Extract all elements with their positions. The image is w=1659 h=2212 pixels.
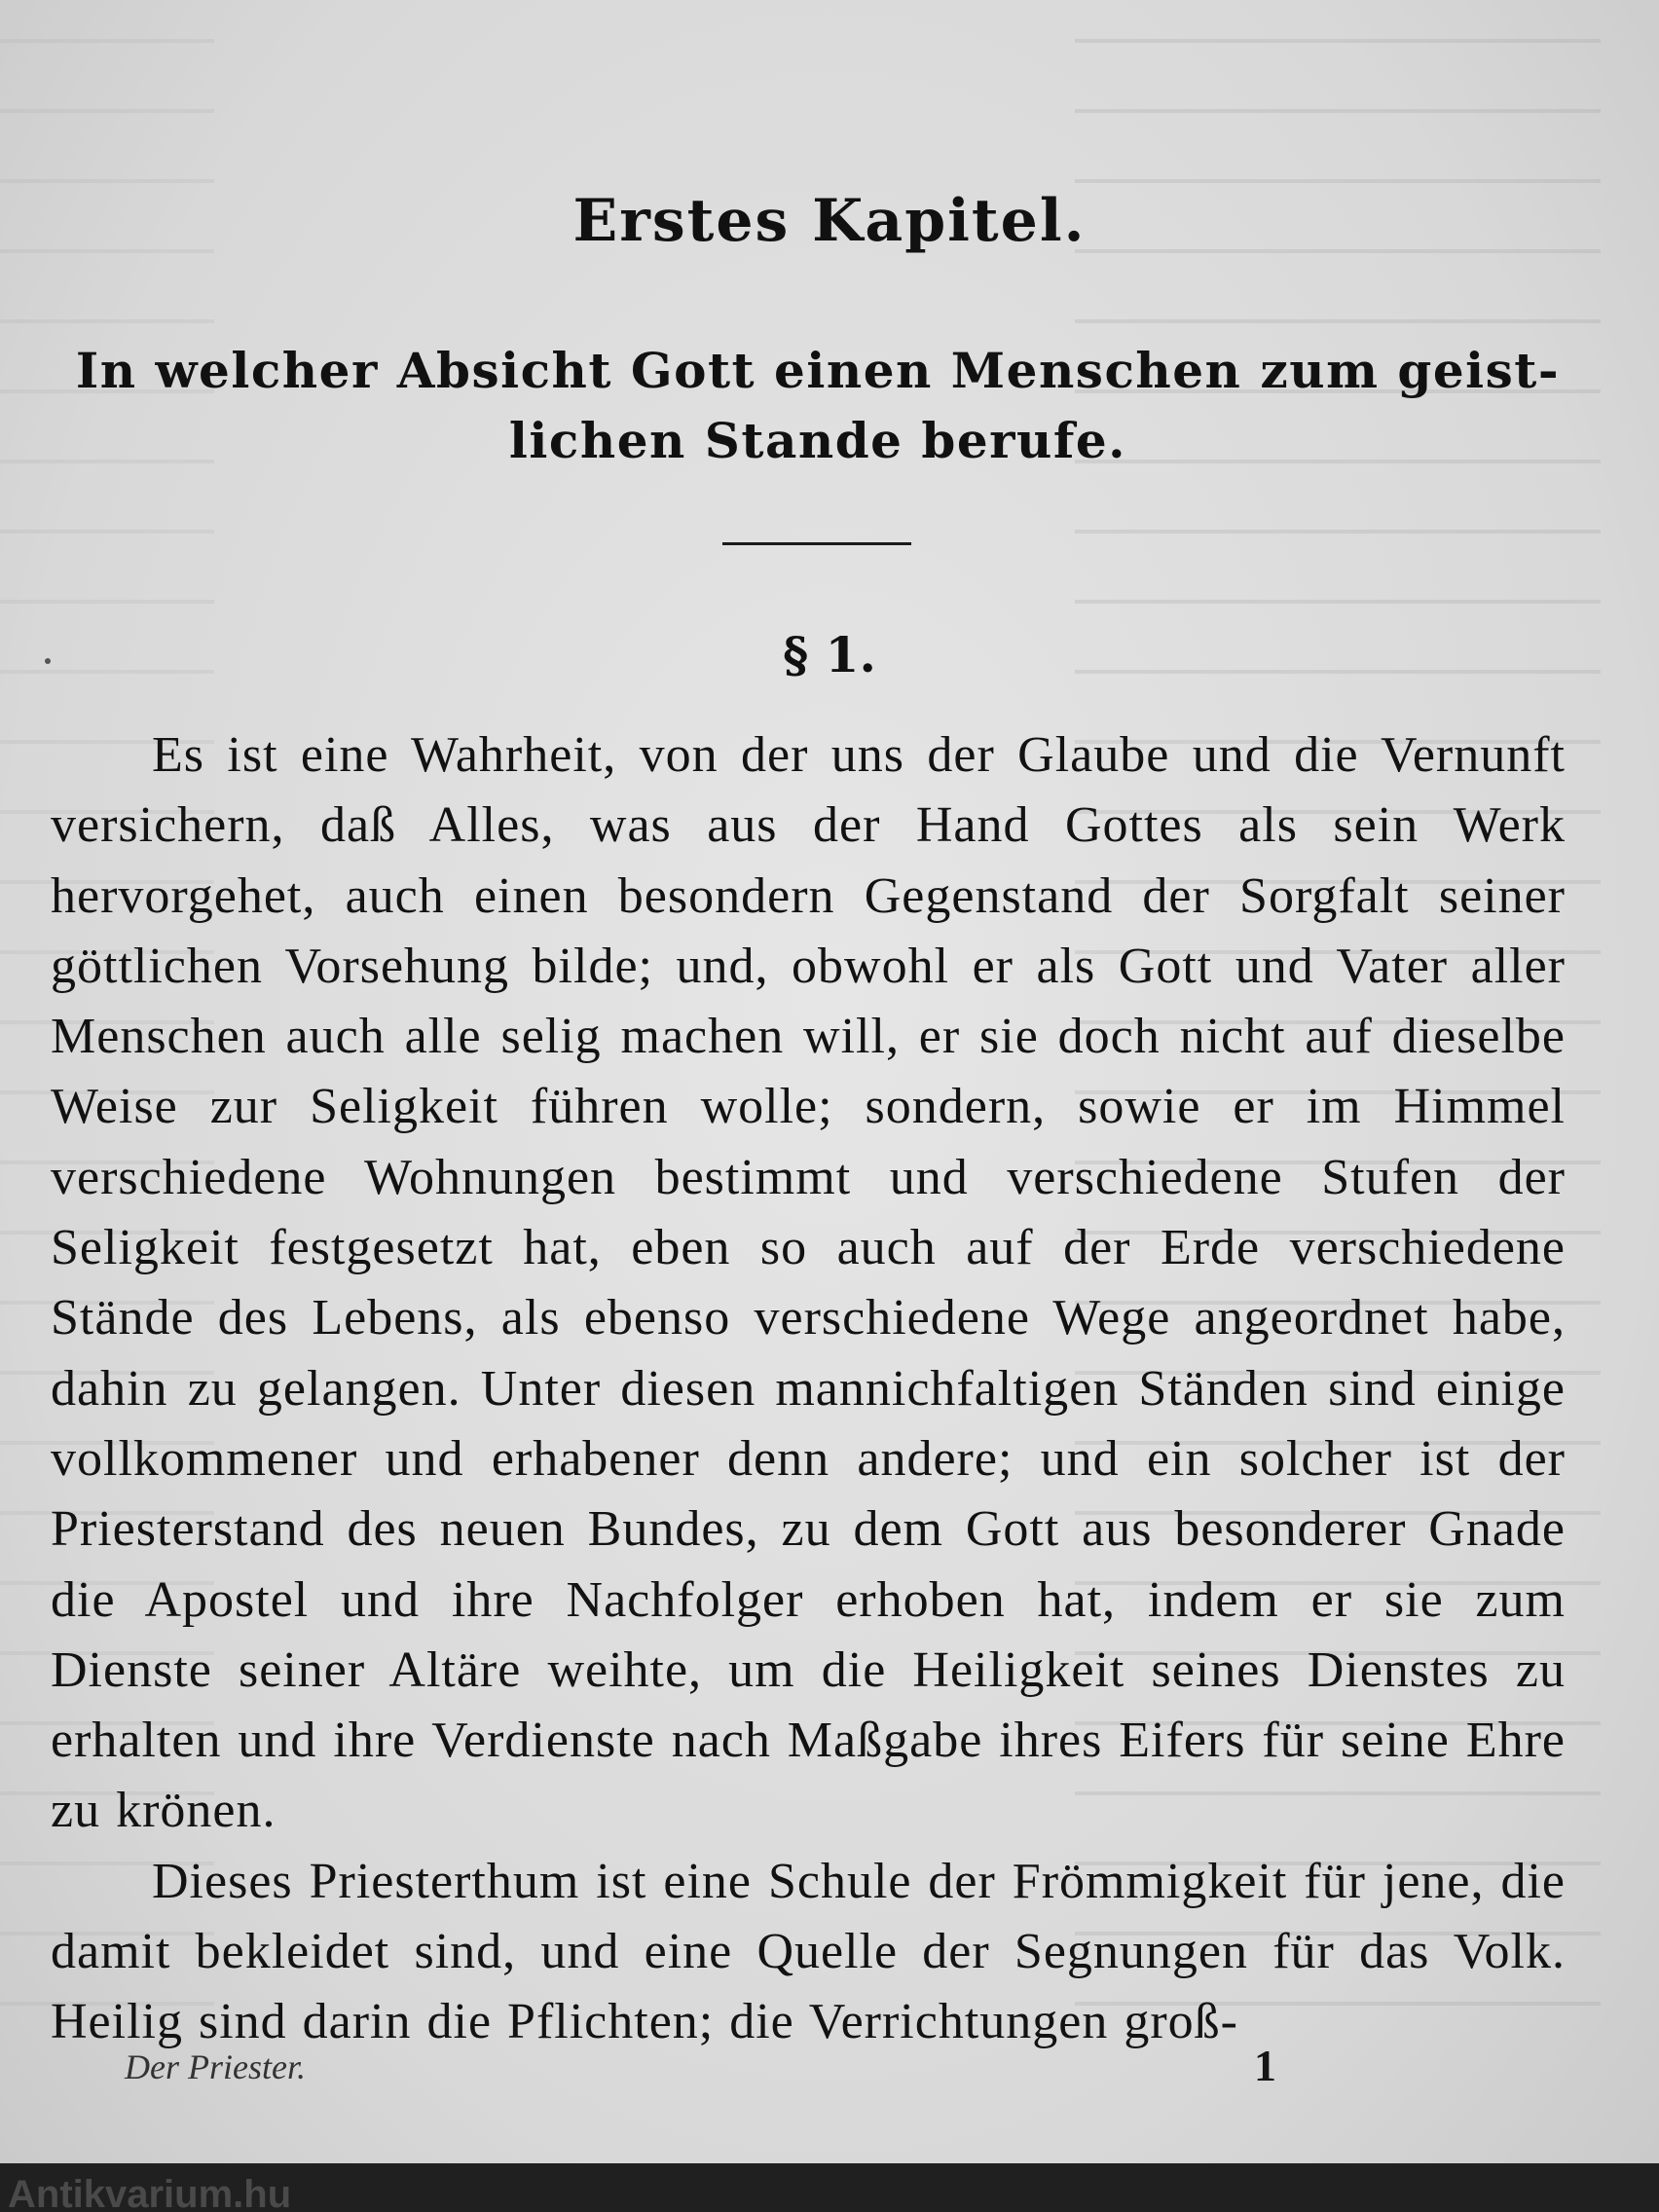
chapter-title: Erstes Kapitel. xyxy=(572,187,1087,255)
paragraph-2: Dieses Priesterthum ist eine Schule der Frömmigkeit für jene, die damit bekleidet sind, und eine Quelle der Segnungen für das Volk. Heilig sind darin die Pflichten; die Verrichtungen groß- xyxy=(51,1853,1566,2050)
body-text xyxy=(51,720,1566,2058)
paragraph-1: Es ist eine Wahrheit, von der uns der Glaube und die Vernunft versichern, daß Alles, was aus der Hand Gottes als sein Werk hervorgehet, auch einen besondern Gegenstand der Sorgfalt seiner göttlichen Vorsehung bilde; und, obwohl er als Gott und Vater aller Menschen auch alle selig machen will, er sie doch nicht auf dieselbe Weise zur Seligkeit führen wolle; sondern, sowie er im Himmel verschiedene Wohnungen bestimmt und verschiedene Stufen der Seligkeit festgesetzt hat, eben so auch auf der Erde verschiedene Stände des Lebens, als ebenso verschiedene Wege angeordnet habe, dahin zu gelangen. Unter diesen mannichfaltigen Ständen sind einige vollkommener und erhabener denn andere; und ein solcher ist der Priesterstand des neuen Bundes, zu dem Gott aus besonderer Gnade die Apostel und ihre Nachfolger erhoben hat, indem er sie zum Dienste seiner Altäre weihte, um die Heiligkeit seines Dienstes zu erhalten und ihre Verdienste nach Maßgabe ihres Eifers für seine Ehre zu krönen. xyxy=(51,727,1566,1839)
signature-mark: Der Priester. xyxy=(125,2047,306,2086)
subtitle-line-2: lichen Stande berufe. xyxy=(508,412,1127,469)
separator-rule xyxy=(722,542,911,545)
chapter-subtitle xyxy=(58,336,1577,476)
page-number: 1 xyxy=(1254,2041,1276,2090)
watermark: Antikvarium.hu xyxy=(8,2173,292,2212)
subtitle-line-1: In welcher Absicht Gott einen Menschen zum geist- xyxy=(75,342,1561,399)
section-heading: § 1. xyxy=(783,626,876,683)
